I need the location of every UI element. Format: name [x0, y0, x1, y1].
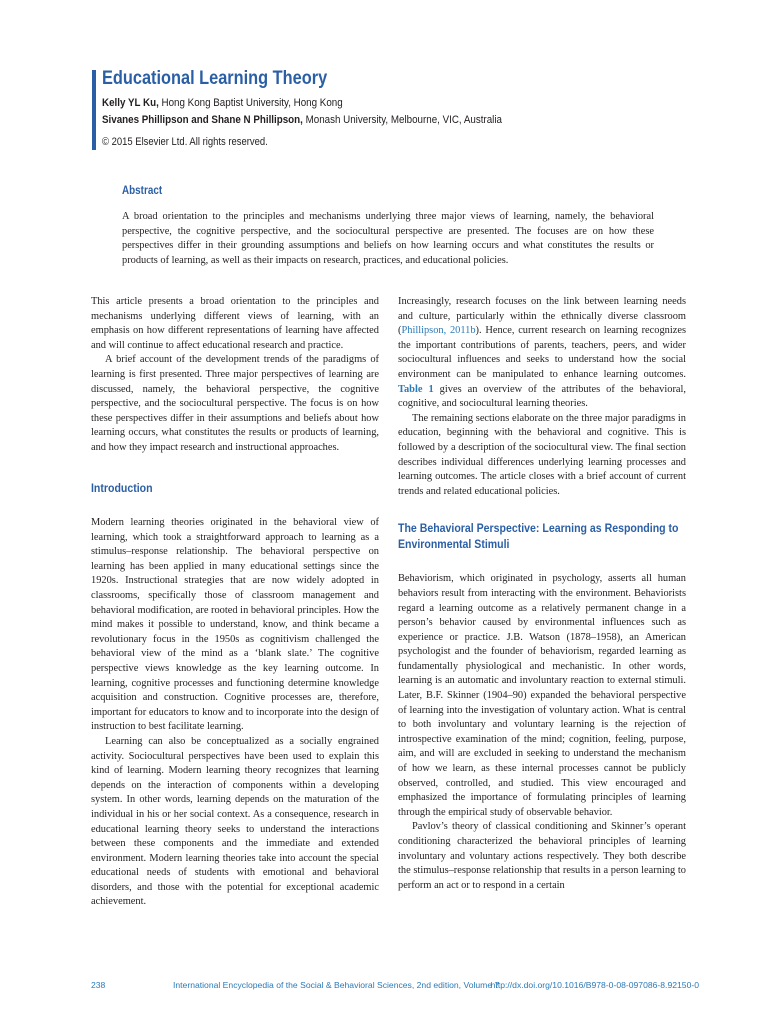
- author-2-name: Sivanes Phillipson and Shane N Phillipson,: [102, 114, 303, 126]
- page-footer: [91, 980, 699, 994]
- right-paragraph-1: [398, 295, 686, 412]
- right-paragraph-1-part-b: ). Hence, current research on learning recognizes the important contributions of parents, teachers, peers, and wider sociocultural influences and seeks to understand how the social environment can be manipulated to enhance learning outcomes.: [398, 325, 686, 380]
- right-paragraph-1-part-a: Increasingly, research focuses on the link between learning needs and culture, particularly within the ethnically diverse classroom (: [398, 296, 686, 337]
- left-paragraph-3: Modern learning theories originated in the behavioral view of learning, which took a straightforward approach to learning as a stimulus–response relationship. The behavioral perspective on learning has been applied in many educational settings since the 1920s. Instructional strategies that are now widely adopted in classrooms, specifically those of classroom management and behavioral modification, are rooted in behavioral principles. How the mind makes it possible to understand, know, and think became a revolutionary focus in the 1950s as cognitivism challenged the behavioral view of the mind as a ‘blank slate.’ The cognitive perspective views knowledge as the key learning outcome. In learning, cognitive processes and functioning determine knowledge acquisition and construction. Cognitive processes are, therefore, important for educators to know and to incorporate into the design of instruction to best facilitate learning.: [91, 517, 379, 733]
- left-column: [91, 295, 379, 910]
- author-1-name: Kelly YL Ku,: [102, 97, 159, 109]
- behavioral-perspective-heading: The Behavioral Perspective: Learning as Responding to Environmental Stimuli: [398, 521, 679, 551]
- citation-link-phillipson[interactable]: Phillipson, 2011b: [401, 325, 476, 337]
- author-line-1: [102, 97, 343, 109]
- abstract-heading: Abstract: [122, 185, 163, 197]
- author-2-affiliation: Monash University, Melbourne, VIC, Australia: [302, 114, 502, 126]
- copyright-notice: © 2015 Elsevier Ltd. All rights reserved.: [102, 136, 268, 148]
- right-paragraph-1-part-c: gives an overview of the attributes of the behavioral, cognitive, and sociocultural learning theories.: [398, 383, 687, 410]
- left-paragraph-2: A brief account of the development trends of the paradigms of learning is first presented. Three major perspectives of learning are discussed, namely, the behavioral perspective, the cognitive perspective, and the sociocultural perspective. The focus is on how these perspectives differ in their assumptions and beliefs about how learning occurs, what constitutes the results or products of learning, and how they impact research and instructional approaches.: [91, 354, 379, 453]
- right-column: [398, 295, 686, 893]
- doi-link[interactable]: http://dx.doi.org/10.1016/B978-0-08-097086-8.92150-0: [490, 980, 699, 990]
- left-paragraph-4: Learning can also be conceptualized as a socially engrained activity. Sociocultural perspectives have been used to explain this kind of learning. Modern learning theory recognizes that learning depends on the interaction of components within a developing system. In other words, learning depends on the maturation of the individual in his or her social context. As a consequence, research in educational learning theory seeks to understand the interactions between these components and the immediate and extended environment. Modern learning theories take into account the special educational needs of students with emotional and behavioral disorders, and those with the potential for exceptional academic achievement.: [91, 735, 379, 908]
- author-line-2: [102, 114, 502, 126]
- page-number: 238: [91, 980, 106, 990]
- author-1-affiliation: Hong Kong Baptist University, Hong Kong: [158, 97, 343, 109]
- right-paragraph-2: The remaining sections elaborate on the three major paradigms in education, beginning with the behavioral and cognitive. This is followed by a description of the sociocultural view. The final section describes individual differences underlying learning processes and learning outcomes. The article closes with a brief account of current trends and related educational policies.: [398, 412, 686, 497]
- table-1-link[interactable]: Table 1: [398, 383, 434, 395]
- left-paragraph-1: This article presents a broad orientation to the principles and mechanisms underlying different views of learning, with an emphasis on how different representations of learning have affected and will continue to affect educational research and practice.: [91, 296, 379, 351]
- introduction-heading: Introduction: [91, 480, 153, 495]
- journal-citation: International Encyclopedia of the Social & Behavioral Sciences, 2nd edition, Volume 7: [173, 980, 500, 990]
- abstract-text: A broad orientation to the principles and mechanisms underlying three major views of learning, namely, the behavioral perspective, the cognitive perspective, and the sociocultural perspective are presented. The focuses are on how these perspectives differ in their grounding assumptions and beliefs on how learning occurs and what constitutes the results or products of learning, as well as their impacts on research, practices, and educational policies.: [122, 211, 654, 266]
- right-paragraph-3: Behaviorism, which originated in psychology, asserts all human behaviors result from interacting with the environment. Behaviorists regard a learning outcome as a relatively permanent change in a person’s behavior caused by environmental influences such as experience or practice. J.B. Watson (1878–1958), an American psychologist and the founder of behaviorism, regarded learning as fundamentally physiological and mechanistic. In other words, learning is an automatic and involuntary reaction to external stimuli. Later, B.F. Skinner (1904–90) expanded the behavioral perspective of learning into the investigation of voluntary action. What is central to both involuntary and voluntary learning is the rejection of introspective examination of the mind; cognition, feeling, purpose, aim, and will are excluded in seeking to understand the mechanism of how we learn, as these internal processes cannot be publicly observed, controlled, and studied. This view encouraged and emphasized the importance of formulating principles of learning through the empirical study of observable behavior.: [398, 573, 686, 818]
- article-title: Educational Learning Theory: [102, 68, 328, 89]
- title-accent-bar: [92, 70, 96, 150]
- right-paragraph-4: Pavlov’s theory of classical conditioning and Skinner’s operant conditioning characterized the behavioral principles of learning involuntary and voluntary actions respectively. They both describe the stimulus–response relationship that results in a person learning to perform an act or to respond in a certain: [398, 821, 686, 891]
